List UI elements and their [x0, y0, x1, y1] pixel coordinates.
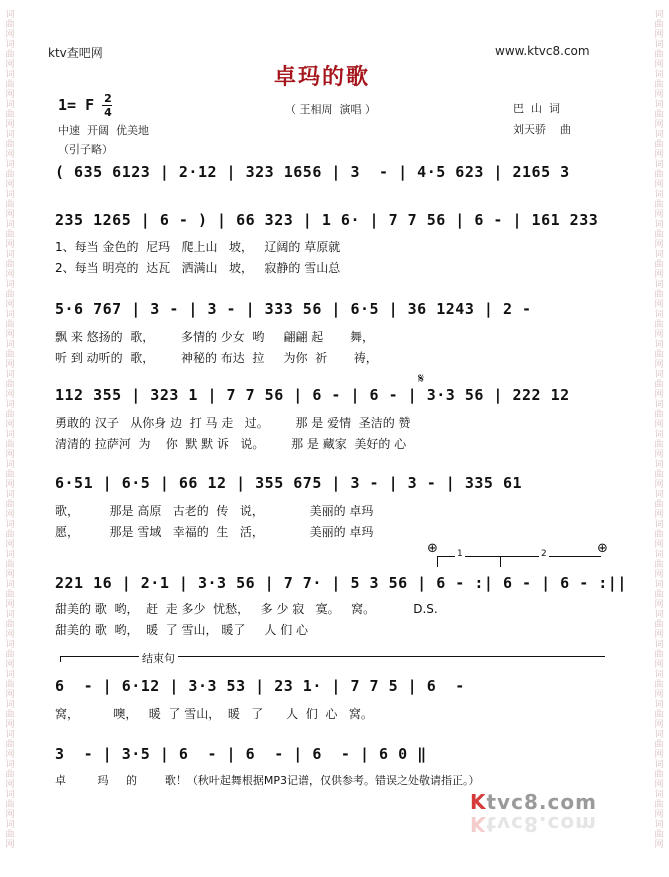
watermark-char: 词 — [654, 370, 664, 380]
watermark-char: 曲 — [654, 440, 664, 450]
ktvc8-logo-reflection — [470, 812, 597, 836]
watermark-char: 网 — [654, 570, 664, 580]
watermark-char: 词 — [5, 550, 15, 560]
watermark-char: 曲 — [5, 620, 15, 630]
watermark-char: 网 — [5, 570, 15, 580]
watermark-char: 曲 — [5, 170, 15, 180]
watermark-char: 词 — [654, 10, 664, 20]
watermark-char: 曲 — [5, 20, 15, 30]
watermark-char: 网 — [5, 30, 15, 40]
watermark-char: 曲 — [5, 350, 15, 360]
watermark-char: 词 — [5, 130, 15, 140]
score-line-8-notes: 3 - | 3·5 | 6 - | 6 - | 6 - | 6 0 ‖ — [55, 745, 427, 763]
score-line-2-notes: 235 1265 | 6 - ) | 66 323 | 1 6· | 7 7 56 | 6 - | 161 233 — [55, 211, 599, 229]
watermark-char: 网 — [654, 90, 664, 100]
score-line-1-notes: ( 635 6123 | 2·12 | 323 1656 | 3 - | 4·5 623 | 2165 3 — [55, 163, 570, 181]
watermark-char: 曲 — [5, 530, 15, 540]
watermark-char: 曲 — [5, 770, 15, 780]
watermark-char: 网 — [654, 540, 664, 550]
watermark-char: 词 — [654, 700, 664, 710]
watermark-char: 词 — [5, 370, 15, 380]
watermark-char: 词 — [5, 670, 15, 680]
watermark-char: 网 — [654, 60, 664, 70]
watermark-char: 词 — [5, 340, 15, 350]
watermark-char: 词 — [654, 70, 664, 80]
watermark-char: 词 — [5, 490, 15, 500]
watermark-char: 词 — [5, 160, 15, 170]
volta-2-label: 2 — [541, 549, 547, 559]
watermark-char: 曲 — [5, 260, 15, 270]
watermark-char: 曲 — [654, 50, 664, 60]
score-line-6-lyrics-verse2: 甜美的 歌 哟， 暖 了 雪山， 暖了 人 们 心 — [55, 623, 309, 637]
watermark-char: 词 — [5, 790, 15, 800]
coda-sign-1: ⊕ — [427, 541, 438, 556]
watermark-char: 词 — [654, 760, 664, 770]
score-line-5-lyrics-verse2: 愿， 那是 雪域 幸福的 生 活， 美丽的 卓玛 — [55, 525, 374, 539]
logo-reflection-text: tvc8.com — [486, 812, 597, 836]
watermark-char: 网 — [654, 120, 664, 130]
score-line-6-lyrics-verse1: 甜美的 歌 哟， 赶 走 多少 忧愁， 多 少 寂 寞。 窝。 D.S. — [55, 602, 438, 616]
watermark-char: 网 — [654, 300, 664, 310]
watermark-char: 网 — [5, 360, 15, 370]
watermark-char: 网 — [654, 330, 664, 340]
watermark-char: 曲 — [654, 410, 664, 420]
watermark-char: 词 — [654, 610, 664, 620]
watermark-char: 网 — [654, 270, 664, 280]
watermark-char: 网 — [654, 780, 664, 790]
watermark-char: 词 — [654, 730, 664, 740]
watermark-char: 曲 — [654, 320, 664, 330]
watermark-char: 网 — [654, 30, 664, 40]
watermark-char: 词 — [654, 670, 664, 680]
watermark-char: 网 — [5, 600, 15, 610]
watermark-char: 网 — [5, 660, 15, 670]
watermark-char: 网 — [5, 150, 15, 160]
watermark-char: 网 — [654, 660, 664, 670]
watermark-char: 网 — [5, 630, 15, 640]
watermark-char: 网 — [5, 390, 15, 400]
watermark-char: 曲 — [654, 620, 664, 630]
watermark-char: 曲 — [5, 650, 15, 660]
watermark-char: 词 — [654, 460, 664, 470]
tempo-marking: 中速 开阔 优美地 — [58, 124, 149, 137]
score-line-3-notes: 5·6 767 | 3 - | 3 - | 333 56 | 6·5 | 36 1243 | 2 - — [55, 300, 532, 318]
watermark-char: 曲 — [654, 770, 664, 780]
watermark-char: 曲 — [5, 680, 15, 690]
watermark-char: 词 — [654, 790, 664, 800]
watermark-char: 网 — [5, 450, 15, 460]
logo-k: K — [470, 790, 487, 814]
watermark-char: 网 — [5, 210, 15, 220]
watermark-char: 曲 — [5, 110, 15, 120]
watermark-char: 词 — [5, 280, 15, 290]
watermark-char: 词 — [5, 610, 15, 620]
watermark-char: 曲 — [654, 200, 664, 210]
watermark-char: 曲 — [654, 380, 664, 390]
score-line-4-lyrics-verse1: 勇敢的 汉子 从你身 边 打 马 走 过。 那 是 爱情 圣洁的 赞 — [55, 416, 411, 430]
watermark-char: 网 — [654, 420, 664, 430]
watermark-char: 网 — [5, 540, 15, 550]
watermark-char: 词 — [5, 760, 15, 770]
watermark-char: 曲 — [654, 500, 664, 510]
watermark-char: 词 — [654, 310, 664, 320]
watermark-char: 词 — [5, 100, 15, 110]
watermark-char: 词 — [654, 490, 664, 500]
watermark-char: 词 — [654, 550, 664, 560]
watermark-char: 曲 — [654, 20, 664, 30]
watermark-char: 曲 — [5, 230, 15, 240]
watermark-char: 词 — [5, 190, 15, 200]
score-line-8-lyrics: 卓 玛 的 歌！（秋叶起舞根据MP3记谱，仅供参考。错误之处敬请指正。） — [55, 774, 480, 787]
right-watermark-column — [653, 10, 665, 870]
score-line-3-lyrics-verse1: 飘 来 悠扬的 歌， 多情的 少女 哟 翩翩 起 舞， — [55, 330, 374, 344]
watermark-char: 词 — [654, 130, 664, 140]
watermark-char: 词 — [654, 160, 664, 170]
watermark-char: 词 — [5, 250, 15, 260]
watermark-char: 曲 — [654, 110, 664, 120]
watermark-char: 网 — [5, 750, 15, 760]
watermark-char: 网 — [5, 240, 15, 250]
logo-reflection-k: K — [470, 812, 487, 836]
watermark-char: 曲 — [654, 290, 664, 300]
watermark-char: 网 — [5, 810, 15, 820]
watermark-char: 曲 — [654, 260, 664, 270]
key-signature: 1= F — [58, 96, 95, 114]
watermark-char: 词 — [5, 310, 15, 320]
watermark-char: 词 — [5, 70, 15, 80]
watermark-char: 曲 — [654, 170, 664, 180]
watermark-char: 词 — [654, 220, 664, 230]
score-line-7-lyrics: 窝， 噢， 暖 了 雪山， 暖 了 人 们 心 窝。 — [55, 707, 373, 721]
lyricist-credit: 巴 山 词 — [513, 102, 560, 115]
score-line-4-notes: 112 355 | 323 1 | 7 7 56 | 6 - | 6 - | 3·3 56 | 222 12 — [55, 386, 570, 404]
watermark-char: 曲 — [5, 710, 15, 720]
watermark-char: 网 — [654, 690, 664, 700]
watermark-char: 曲 — [654, 350, 664, 360]
watermark-char: 曲 — [654, 230, 664, 240]
watermark-char: 词 — [5, 820, 15, 830]
watermark-char: 词 — [654, 640, 664, 650]
watermark-char: 网 — [654, 180, 664, 190]
watermark-char: 曲 — [5, 50, 15, 60]
watermark-char: 曲 — [654, 530, 664, 540]
watermark-char: 词 — [5, 10, 15, 20]
segno-sign: 𝄋 — [418, 371, 425, 387]
watermark-char: 网 — [5, 720, 15, 730]
watermark-char: 曲 — [5, 290, 15, 300]
watermark-char: 网 — [5, 480, 15, 490]
volta-bracket-2 — [500, 556, 601, 567]
site-name-left: ktv查吧网 — [48, 46, 103, 60]
time-signature-bottom: 4 — [104, 106, 112, 119]
watermark-char: 曲 — [654, 740, 664, 750]
watermark-char: 词 — [5, 220, 15, 230]
watermark-char: 网 — [5, 690, 15, 700]
watermark-char: 词 — [654, 250, 664, 260]
watermark-char: 网 — [654, 450, 664, 460]
watermark-char: 曲 — [5, 320, 15, 330]
watermark-char: 曲 — [654, 800, 664, 810]
coda-sign-2: ⊕ — [597, 541, 608, 556]
watermark-char: 网 — [654, 150, 664, 160]
watermark-char: 网 — [5, 180, 15, 190]
watermark-char: 词 — [654, 820, 664, 830]
composer-credit: 刘天骄 曲 — [513, 123, 571, 136]
watermark-char: 曲 — [5, 200, 15, 210]
watermark-char: 网 — [5, 270, 15, 280]
watermark-char: 曲 — [5, 830, 15, 840]
watermark-char: 网 — [654, 600, 664, 610]
watermark-char: 曲 — [5, 800, 15, 810]
site-url-right: www.ktvc8.com — [495, 44, 590, 58]
score-line-5-notes: 6·51 | 6·5 | 66 12 | 355 675 | 3 - | 3 - | 335 61 — [55, 474, 523, 492]
watermark-char: 网 — [654, 390, 664, 400]
watermark-char: 曲 — [654, 650, 664, 660]
volta-1-label: 1 — [457, 549, 463, 559]
watermark-char: 词 — [5, 460, 15, 470]
watermark-char: 曲 — [5, 560, 15, 570]
intro-note: （引子略） — [58, 143, 113, 156]
watermark-char: 词 — [5, 430, 15, 440]
watermark-char: 网 — [654, 810, 664, 820]
watermark-char: 曲 — [654, 470, 664, 480]
watermark-char: 词 — [654, 190, 664, 200]
watermark-char: 曲 — [5, 410, 15, 420]
watermark-char: 网 — [5, 300, 15, 310]
singer-credit: （ 王相周 演唱 ） — [285, 103, 376, 116]
watermark-char: 词 — [654, 280, 664, 290]
watermark-char: 词 — [654, 340, 664, 350]
watermark-char: 词 — [654, 40, 664, 50]
watermark-char: 词 — [5, 40, 15, 50]
watermark-char: 网 — [654, 210, 664, 220]
watermark-char: 网 — [654, 510, 664, 520]
watermark-char: 网 — [654, 720, 664, 730]
watermark-char: 曲 — [5, 500, 15, 510]
watermark-char: 曲 — [5, 740, 15, 750]
watermark-char: 词 — [654, 430, 664, 440]
watermark-char: 曲 — [654, 590, 664, 600]
watermark-char: 曲 — [5, 440, 15, 450]
watermark-char: 网 — [654, 360, 664, 370]
volta-bracket-1 — [437, 556, 500, 567]
coda-bracket-left-tick — [60, 656, 61, 662]
watermark-char: 曲 — [654, 830, 664, 840]
watermark-char: 曲 — [654, 710, 664, 720]
score-line-2-lyrics-verse1: 1、每当 金色的 尼玛 爬上山 坡， 辽阔的 草原就 — [55, 240, 341, 254]
watermark-char: 曲 — [5, 140, 15, 150]
ktvc8-logo — [470, 790, 597, 814]
watermark-char: 网 — [654, 630, 664, 640]
watermark-char: 词 — [654, 520, 664, 530]
watermark-char: 曲 — [5, 380, 15, 390]
watermark-char: 词 — [654, 400, 664, 410]
song-title: 卓玛的歌 — [274, 65, 371, 90]
score-line-7-notes: 6 - | 6·12 | 3·3 53 | 23 1· | 7 7 5 | 6 - — [55, 677, 465, 695]
watermark-char: 网 — [5, 330, 15, 340]
watermark-char: 网 — [5, 60, 15, 70]
watermark-char: 曲 — [654, 80, 664, 90]
score-line-5-lyrics-verse1: 歌， 那是 高原 古老的 传 说， 美丽的 卓玛 — [55, 504, 374, 518]
watermark-char: 网 — [5, 510, 15, 520]
watermark-char: 曲 — [5, 80, 15, 90]
watermark-char: 词 — [5, 730, 15, 740]
watermark-char: 网 — [5, 840, 15, 850]
left-watermark-column — [4, 10, 16, 870]
watermark-char: 词 — [5, 400, 15, 410]
watermark-char: 网 — [5, 780, 15, 790]
watermark-char: 网 — [5, 120, 15, 130]
watermark-char: 曲 — [5, 470, 15, 480]
watermark-char: 词 — [5, 640, 15, 650]
watermark-char: 词 — [5, 700, 15, 710]
watermark-char: 网 — [654, 840, 664, 850]
watermark-char: 网 — [654, 480, 664, 490]
score-line-2-lyrics-verse2: 2、每当 明亮的 达瓦 洒满山 坡， 寂静的 雪山总 — [55, 261, 341, 275]
score-line-3-lyrics-verse2: 听 到 动听的 歌， 神秘的 布达 拉 为你 祈 祷， — [55, 351, 378, 365]
score-line-4-lyrics-verse2: 清清的 拉萨河 为 你 默 默 诉 说。 那 是 藏家 美好的 心 — [55, 437, 407, 451]
watermark-char: 网 — [5, 90, 15, 100]
score-line-6-notes: 221 16 | 2·1 | 3·3 56 | 7 7· | 5 3 56 | 6 - :| 6 - | 6 - :|| — [55, 574, 627, 592]
logo-text: tvc8.com — [486, 790, 597, 814]
watermark-char: 词 — [5, 520, 15, 530]
watermark-char: 网 — [654, 750, 664, 760]
watermark-char: 词 — [5, 580, 15, 590]
watermark-char: 曲 — [654, 140, 664, 150]
watermark-char: 词 — [654, 100, 664, 110]
watermark-char: 曲 — [654, 680, 664, 690]
time-signature-top: 2 — [104, 92, 112, 105]
watermark-char: 网 — [5, 420, 15, 430]
watermark-char: 曲 — [5, 590, 15, 600]
watermark-char: 网 — [654, 240, 664, 250]
watermark-char: 曲 — [654, 560, 664, 570]
watermark-char: 词 — [654, 580, 664, 590]
coda-label: 结束句 — [139, 650, 178, 666]
